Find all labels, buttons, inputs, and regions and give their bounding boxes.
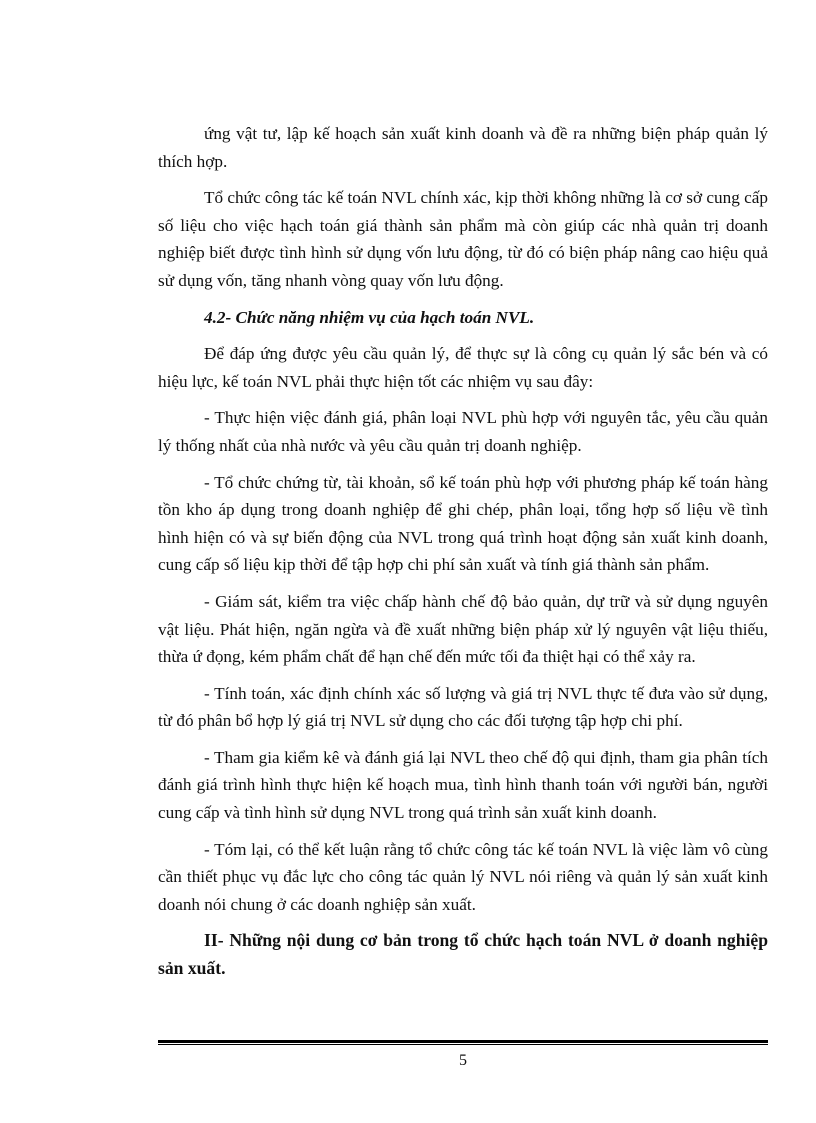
footer-divider: [158, 1040, 768, 1046]
task-item-documents: - Tổ chức chứng từ, tài khoản, sổ kế toán phù hợp với phương pháp kế toán hàng tồn kho áp dụng trong doanh nghiệp để ghi chép, phân loại, tổng hợp số liệu về tình hình hiện có và sự biến động của NVL trong quá trình hoạt động sản xuất kinh doanh, cung cấp số liệu kịp thời để tập hợp chi phí sản xuất và tính giá thành sản phẩm.: [158, 472, 768, 575]
paragraph-conclusion: - Tóm lại, có thể kết luận rằng tổ chức công tác kế toán NVL là việc làm vô cùng cần thiết phục vụ đắc lực cho công tác quản lý NVL nói riêng và quản lý sản xuất kinh doanh nói chung ở các doanh nghiệp sản xuất.: [158, 839, 768, 914]
paragraph-continuation: ứng vật tư, lập kế hoạch sản xuất kinh doanh và đề ra những biện pháp quản lý thích hợp.: [158, 124, 768, 171]
paragraph-accounting-organization: Tổ chức công tác kế toán NVL chính xác, kịp thời không những là cơ sở cung cấp số liệu cho việc hạch toán giá thành sản phẩm mà còn giúp các nhà quản trị doanh nghiệp biết được tình hình sử dụng vốn lưu động, từ đó có biện pháp nâng cao hiệu quả sử dụng vốn, tăng nhanh vòng quay vốn lưu động.: [158, 188, 768, 290]
document-body: [158, 120, 768, 983]
footer-divider-thin-line: [158, 1044, 768, 1045]
paragraph-requirements-intro: Để đáp ứng được yêu cầu quản lý, để thực sự là công cụ quản lý sắc bén và có hiệu lực, kế toán NVL phải thực hiện tốt các nhiệm vụ sau đây:: [158, 344, 768, 391]
footer-divider-thick-line: [158, 1040, 768, 1043]
task-item-evaluation: - Thực hiện việc đánh giá, phân loại NVL phù hợp với nguyên tắc, yêu cầu quản lý thống nhất của nhà nước và yêu cầu quản trị doanh nghiệp.: [158, 408, 768, 455]
task-item-inventory: - Tham gia kiểm kê và đánh giá lại NVL theo chế độ qui định, tham gia phân tích đánh giá trình hình thực hiện kế hoạch mua, tình hình thanh toán với người bán, người cung cấp và tình hình sử dụng NVL trong quá trình sản xuất kinh doanh.: [158, 747, 768, 823]
page-number: 5: [459, 1052, 467, 1069]
section-heading-ii: II- Những nội dung cơ bản trong tổ chức hạch toán NVL ở doanh nghiệp sản xuất.: [158, 930, 768, 979]
task-item-supervision: - Giám sát, kiểm tra việc chấp hành chế độ bảo quản, dự trữ và sử dụng nguyên vật liệu. Phát hiện, ngăn ngừa và đề xuất những biện pháp xử lý nguyên vật liệu thiếu, thừa ứ đọng, kém phẩm chất để hạn chế đến mức tối đa thiệt hại có thể xảy ra.: [158, 591, 768, 667]
task-item-calculation: - Tính toán, xác định chính xác số lượng và giá trị NVL thực tế đưa vào sử dụng, từ đó phân bổ hợp lý giá trị NVL sử dụng cho các đối tượng tập hợp chi phí.: [158, 683, 768, 731]
section-heading-4-2: 4.2- Chức năng nhiệm vụ của hạch toán NVL.: [204, 307, 535, 327]
